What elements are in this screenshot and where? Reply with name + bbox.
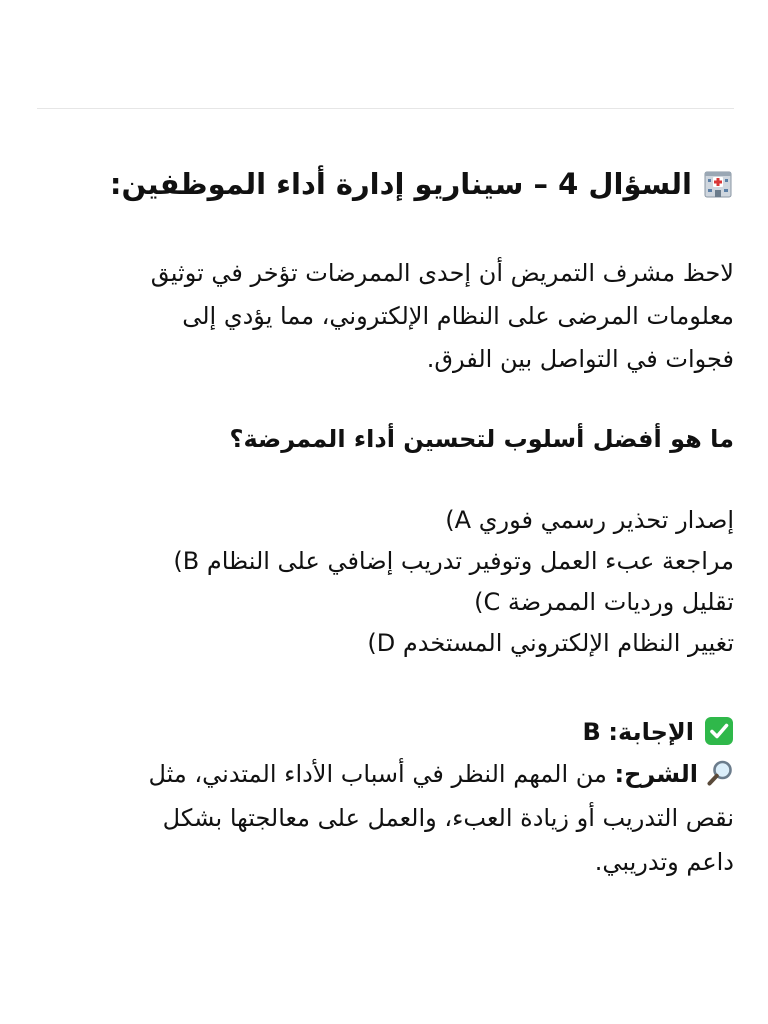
answer-line (37, 710, 734, 754)
scenario-paragraph (37, 252, 734, 381)
explanation-line: من المهم النظر في أسباب الأداء المتدني، مثل (148, 760, 607, 788)
option-c (37, 582, 734, 623)
option-text: تغيير النظام الإلكتروني المستخدم (402, 629, 734, 657)
question-title-text: السؤال 4 – سيناريو إدارة أداء الموظفين: (109, 167, 692, 201)
options-list (37, 500, 734, 664)
option-b (37, 541, 734, 582)
option-text: مراجعة عبء العمل وتوفير تدريب إضافي على النظام (206, 547, 734, 575)
option-letter: A) (445, 506, 472, 534)
option-text: تقليل ورديات الممرضة (507, 588, 734, 616)
option-d (37, 623, 734, 664)
question-prompt: ما هو أفضل أسلوب لتحسين أداء الممرضة؟ (229, 425, 734, 453)
scenario-line: معلومات المرضى على النظام الإلكتروني، مما يؤدي إلى (182, 302, 734, 330)
option-letter: C) (474, 588, 501, 616)
answer-value: B (582, 718, 601, 746)
hospital-icon (702, 167, 734, 199)
question-title (37, 162, 734, 206)
explanation-paragraph (37, 752, 734, 884)
option-letter: B) (173, 547, 200, 575)
content-area (37, 0, 734, 1024)
scenario-line: فجوات في التواصل بين الفرق. (426, 345, 734, 373)
option-text: إصدار تحذير رسمي فوري (478, 506, 734, 534)
explanation-label: الشرح: (614, 760, 698, 788)
divider (37, 108, 734, 109)
answer-label: الإجابة: (608, 718, 694, 746)
explanation-line: داعم وتدريبي. (594, 848, 734, 876)
magnifying-glass-icon (706, 757, 734, 785)
explanation-line: نقص التدريب أو زيادة العبء، والعمل على معالجتها بشكل (162, 804, 734, 832)
option-letter: D) (367, 629, 396, 657)
scenario-line: لاحظ مشرف التمريض أن إحدى الممرضات تؤخر في توثيق (150, 259, 734, 287)
option-a (37, 500, 734, 541)
check-mark-icon (704, 716, 734, 746)
